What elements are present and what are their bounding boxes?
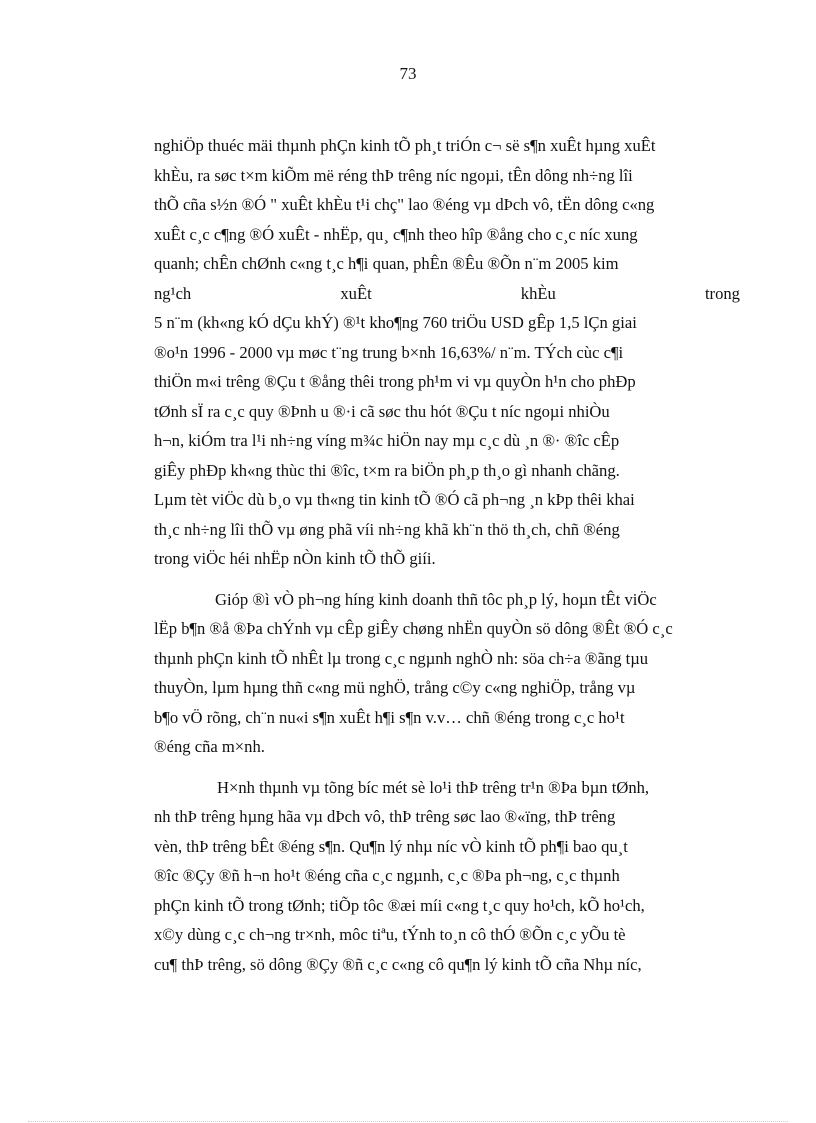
text-line: thiÖn m«i trêng ®Çu t ®ång thêi trong ph¹m vi vµ quyÒn h¹n cho phÐp [154, 372, 636, 391]
text-line: ®éng cña m×nh. [154, 737, 265, 756]
word: xuÊt [340, 283, 372, 303]
paragraph-2 [154, 585, 740, 762]
text-line-first: H×nh thµnh vµ tõng bíc mét sè lo¹i thÞ trêng tr¹n ®Þa bµn tØnh, [217, 777, 650, 797]
page-number: 73 [399, 64, 417, 83]
paragraph-1 [154, 131, 740, 574]
text-line: x©y dùng c¸c ch¬ng tr×nh, môc tiªu, tÝnh to¸n cô thÓ ®Õn c¸c yÕu tè [154, 925, 626, 944]
word: khÈu [520, 283, 556, 303]
text-line: tØnh sÏ ra c¸c quy ®Þnh u ®·i cã søc thu hót ®Çu t níc ngoµi nhiÒu [154, 401, 610, 421]
text-line: thµnh phÇn kinh tÕ nhÊt lµ trong c¸c ngµnh nghÒ nh: söa ch÷a ®ãng tµu [154, 648, 649, 668]
text-line: nh thÞ trêng hµng hãa vµ dÞch vô, thÞ trêng søc lao ®«ïng, thÞ trêng [154, 807, 616, 826]
word: trong [704, 283, 740, 303]
text-line-spread [154, 279, 740, 309]
text-line: trong viÖc héi nhËp nÒn kinh tÕ thÕ giíi. [154, 549, 436, 568]
text-line: cu¶ thÞ trêng, sö dông ®Çy ®ñ c¸c c«ng cô qu¶n lý kinh tÕ cña Nhµ níc, [154, 954, 642, 974]
page-bottom-divider [28, 1121, 788, 1122]
text-line: vèn, thÞ trêng bÊt ®éng s¶n. Qu¶n lý nhµ níc vÒ kinh tÕ ph¶i bao qu¸t [154, 836, 628, 856]
word: ng¹ch [154, 283, 192, 303]
text-line: Lµm tèt viÖc dù b¸o vµ th«ng tin kinh tÕ ®Ó cã ph¬ng ¸n kÞp thêi khai [154, 490, 635, 509]
text-line: th¸c nh÷ng lîi thÕ vµ øng phã víi nh÷ng khã kh¨n thö th¸ch, chñ ®éng [154, 519, 620, 539]
text-line: thuyÒn, lµm hµng thñ c«ng mü nghÖ, trång c©y c«ng nghiÖp, trång vµ [154, 678, 636, 697]
text-line: khÈu, ra søc t×m kiÕm më réng thÞ trêng níc ngoµi, tÊn dông nh÷ng lîi [154, 165, 633, 185]
text-line: thÕ cña s½n ®Ó " xuÊt khÈu t¹i chç" lao ®éng vµ dÞch vô, tËn dông c«ng [154, 195, 655, 214]
text-line: b¶o vÖ rõng, ch¨n nu«i s¶n xuÊt h¶i s¶n v.v… chñ ®éng trong c¸c ho¹t [154, 707, 625, 727]
body-text [154, 131, 740, 990]
text-line: phÇn kinh tÕ trong tØnh; tiÕp tôc ®æi míi c«ng t¸c quy ho¹ch, kÕ ho¹ch, [154, 895, 645, 915]
text-line: 5 n¨m (kh«ng kÓ dÇu khÝ) ®¹t kho¶ng 760 triÖu USD gÊp 1,5 lÇn giai [154, 313, 637, 332]
text-line: xuÊt c¸c c¶ng ®Ó xuÊt - nhËp, qu¸ c¶nh theo hîp ®ång cho c¸c níc xung [154, 224, 638, 244]
text-line: giÊy phÐp kh«ng thùc thi ®îc, t×m ra biÖn ph¸p th¸o gì nhanh chãng. [154, 460, 620, 480]
text-line: nghiÖp thuéc mäi thµnh phÇn kinh tÕ ph¸t triÓn c¬ së s¶n xuÊt hµng xuÊt [154, 136, 656, 155]
text-line: ®îc ®Çy ®ñ h¬n ho¹t ®éng cña c¸c ngµnh, c¸c ®Þa ph¬ng, c¸c thµnh [154, 866, 620, 885]
text-line-first: Gióp ®ì vÒ ph¬ng híng kinh doanh thñ tôc ph¸p lý, hoµn tÊt viÖc [215, 589, 657, 609]
text-line: ®o¹n 1996 - 2000 vµ møc t¨ng trung b×nh 16,63%/ n¨m. TÝch cùc c¶i [154, 342, 624, 362]
text-line: h¬n, kiÓm tra l¹i nh÷ng víng m¾c hiÖn nay mµ c¸c dù ¸n ®· ®îc cÊp [154, 431, 620, 450]
text-line: lËp b¶n ®å ®Þa chÝnh vµ cÊp giÊy chøng nhËn quyÒn sö dông ®Êt ®Ó c¸c [154, 619, 673, 638]
text-line: quanh; chÊn chØnh c«ng t¸c h¶i quan, phÊn ®Êu ®Õn n¨m 2005 kim [154, 254, 619, 273]
paragraph-3 [154, 773, 740, 980]
